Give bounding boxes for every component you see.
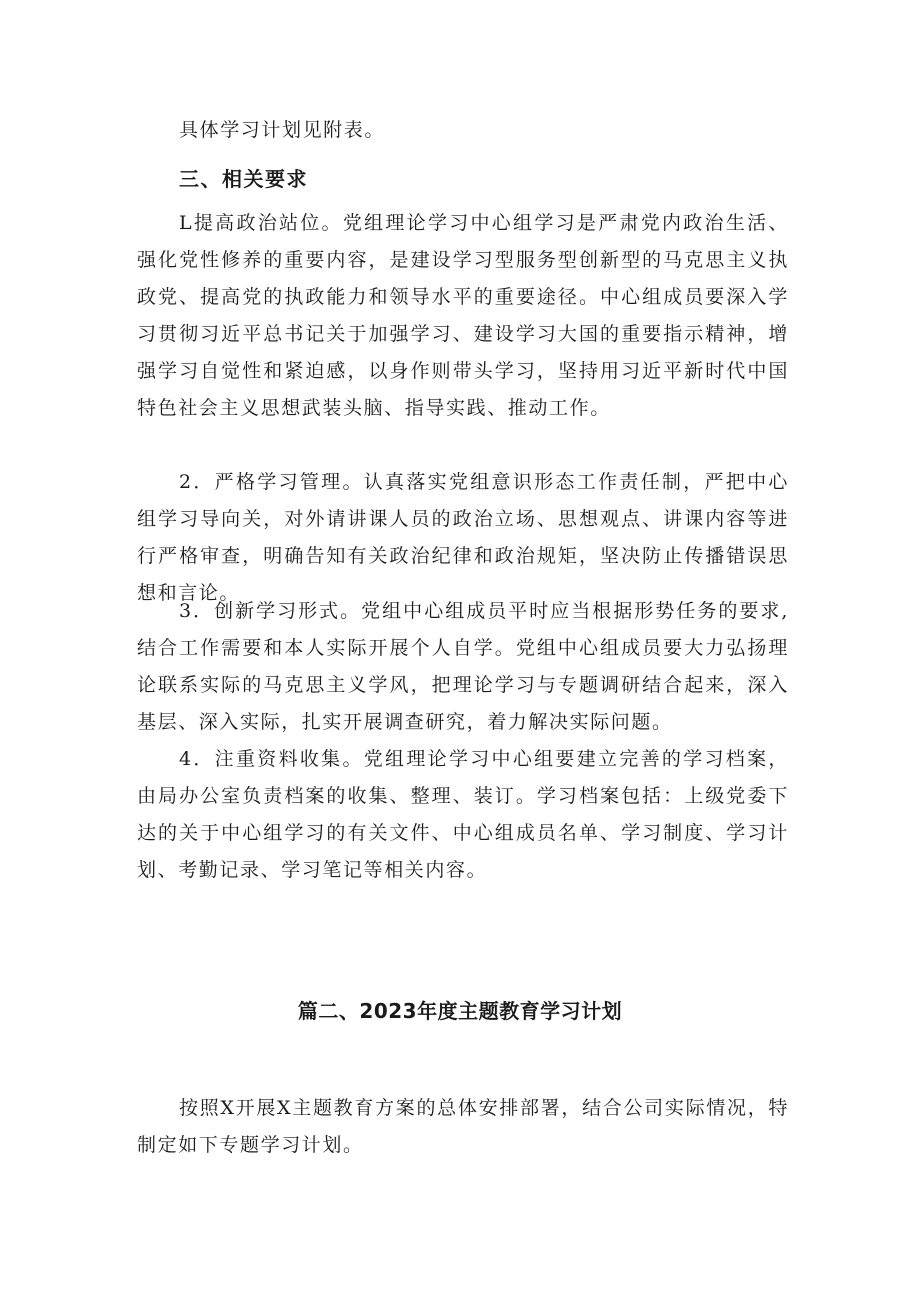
requirement-paragraph-4: 4．注重资料收集。党组理论学习中心组要建立完善的学习档案，由局办公室负责档案的收集、整理、装订。学习档案包括：上级党委下达的关于中心组学习的有关文件、中心组成员名单、学习制度、学习计划、考勤记录、学习笔记等相关内容。 <box>137 748 789 881</box>
plan-reference-paragraph: 具体学习计划见附表。 <box>179 119 386 141</box>
requirement-paragraph-3: 3．创新学习形式。党组中心组成员平时应当根据形势任务的要求,结合工作需要和本人实际开展个人自学。党组中心组成员要大力弘扬理论联系实际的马克思主义学风，把理论学习与专题调研结合起来，深入基层、深入实际，扎实开展调查研究，着力解决实际问题。 <box>137 600 789 733</box>
requirement-paragraph-1: L提高政治站位。党组理论学习中心组学习是严肃党内政治生活、强化党性修养的重要内容，是建设学习型服务型创新型的马克思主义执政党、提高党的执政能力和领导水平的重要途径。中心组成员要深入学习贯彻习近平总书记关于加强学习、建设学习大国的重要指示精神，增强学习自觉性和紧迫感，以身作则带头学习，坚持用习近平新时代中国特色社会主义思想武装头脑、指导实践、推动工作。 <box>137 212 789 419</box>
article-title: 篇二、2023年度主题教育学习计划 <box>297 999 623 1023</box>
intro-paragraph: 按照X开展X主题教育方案的总体安排部署，结合公司实际情况，特制定如下专题学习计划。 <box>137 1097 789 1156</box>
section-heading: 三、相关要求 <box>179 167 308 191</box>
requirement-paragraph-2: 2．严格学习管理。认真落实党组意识形态工作责任制，严把中心组学习导向关，对外请讲课人员的政治立场、思想观点、讲课内容等进行严格审查，明确告知有关政治纪律和政治规矩，坚决防止传播错误思想和言论。 <box>137 471 789 604</box>
